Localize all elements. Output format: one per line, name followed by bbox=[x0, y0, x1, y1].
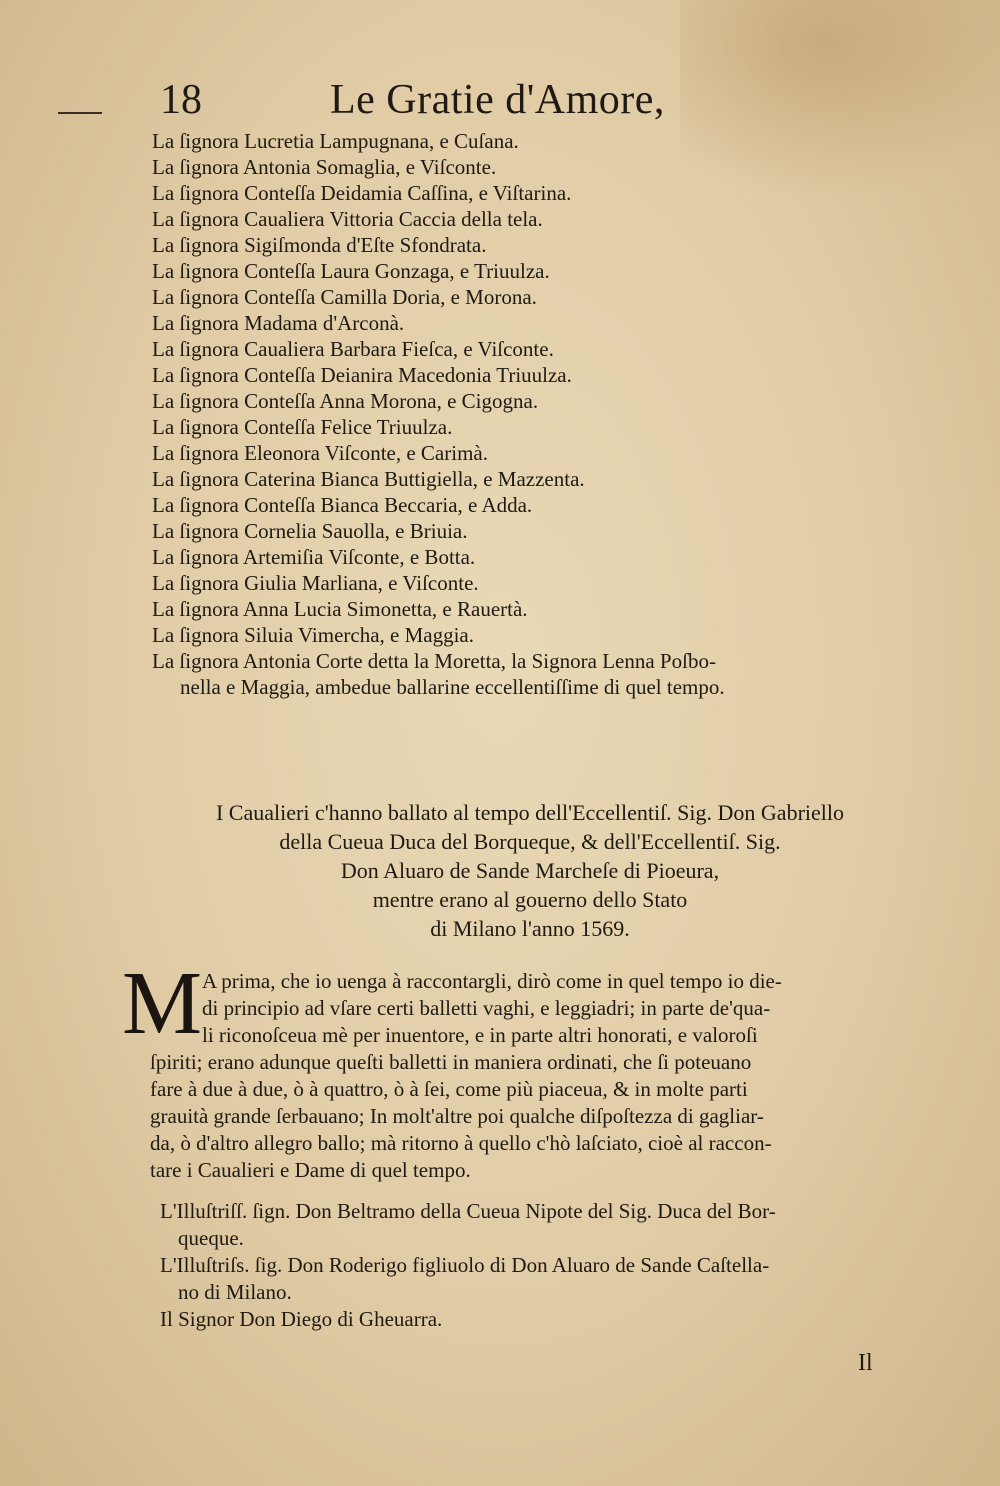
heading-line: Don Aluaro de Sande Marcheſe di Pioeura, bbox=[340, 858, 720, 883]
paragraph-line: ſpiriti; erano adunque queſti balletti in maniera ordinati, che ſi poteuano bbox=[150, 1050, 752, 1074]
list-item: La ſignora Conteſſa Felice Triuulza. bbox=[152, 415, 453, 439]
paper-stain bbox=[680, 0, 1000, 200]
page-header bbox=[160, 75, 680, 125]
list-item: La ſignora Artemiſia Viſconte, e Botta. bbox=[152, 545, 476, 569]
list-item: La ſignora Conteſſa Bianca Beccaria, e Adda. bbox=[152, 493, 533, 517]
page-number: 18 bbox=[160, 77, 202, 123]
list-item: La ſignora Caualiera Barbara Fieſca, e Viſconte. bbox=[152, 337, 554, 361]
heading-line: mentre erano al gouerno dello Stato bbox=[372, 887, 688, 912]
drop-cap: M bbox=[122, 954, 203, 1053]
list-item: L'Illuſtriſſ. ſign. Don Beltramo della Cueua Nipote del Sig. Duca del Bor- bbox=[160, 1199, 776, 1223]
list-item: La ſignora Antonia Somaglia, e Viſconte. bbox=[152, 155, 497, 179]
heading-line: I Caualieri c'hanno ballato al tempo dell'Eccellentiſ. Sig. Don Gabriello bbox=[215, 800, 844, 825]
list-item: La ſignora Anna Lucia Simonetta, e Rauertà. bbox=[152, 597, 528, 621]
paragraph-line: grauità grande ſerbauano; In molt'altre poi qualche diſpoſtezza di gagliar- bbox=[150, 1104, 764, 1128]
list-item: La ſignora Lucretia Lampugnana, e Cuſana. bbox=[152, 129, 519, 153]
list-item: L'Illuſtriſs. ſig. Don Roderigo figliuolo di Don Aluaro de Sande Caſtella- bbox=[160, 1253, 770, 1277]
paragraph-line: da, ò d'altro allegro ballo; mà ritorno à quello c'hò laſciato, cioè al raccon- bbox=[150, 1131, 772, 1155]
paragraph-line: tare i Caualieri e Dame di quel tempo. bbox=[150, 1158, 471, 1182]
list-item: La ſignora Conteſſa Deidamia Caſſina, e Viſtarina. bbox=[152, 181, 572, 205]
list-item: La ſignora Cornelia Sauolla, e Briuia. bbox=[152, 519, 468, 543]
list-item: La ſignora Giulia Marliana, e Viſconte. bbox=[152, 571, 479, 595]
list-item-continuation: no di Milano. bbox=[178, 1280, 292, 1304]
ladies-list bbox=[152, 128, 725, 700]
list-item: La ſignora Sigiſmonda d'Eſte Sfondrata. bbox=[152, 233, 487, 257]
paragraph-line: A prima, che io uenga à raccontargli, dirò come in quel tempo io die- bbox=[202, 969, 782, 993]
list-item: La ſignora Eleonora Viſconte, e Carimà. bbox=[152, 441, 488, 465]
margin-mark bbox=[58, 112, 102, 114]
list-item: La ſignora Conteſſa Laura Gonzaga, e Triuulza. bbox=[152, 259, 550, 283]
running-title: Le Gratie d'Amore, bbox=[330, 77, 665, 123]
list-item: La ſignora Caterina Bianca Buttigiella, e Mazzenta. bbox=[152, 467, 585, 491]
heading-line: di Milano l'anno 1569. bbox=[430, 916, 630, 941]
list-item-continuation: queque. bbox=[178, 1226, 244, 1250]
list-item: La ſignora Conteſſa Camilla Doria, e Morona. bbox=[152, 285, 537, 309]
list-item: La ſignora Antonia Corte detta la Moretta, la Signora Lenna Poſbo- bbox=[152, 649, 716, 673]
heading-line: della Cueua Duca del Borqueque, & dell'Eccellentiſ. Sig. bbox=[279, 829, 781, 854]
body-paragraph bbox=[150, 968, 910, 1184]
gentlemen-list bbox=[160, 1198, 920, 1333]
list-item: La ſignora Caualiera Vittoria Caccia della tela. bbox=[152, 207, 543, 231]
list-item: La ſignora Siluia Vimercha, e Maggia. bbox=[152, 623, 475, 647]
catchword: Il bbox=[858, 1350, 873, 1376]
paragraph-line: fare à due à due, ò à quattro, ò à ſei, come più piaceua, & in molte parti bbox=[150, 1077, 748, 1101]
list-item: La ſignora Madama d'Arconà. bbox=[152, 311, 405, 335]
list-item: La ſignora Conteſſa Anna Morona, e Cigogna. bbox=[152, 389, 539, 413]
list-item: La ſignora Conteſſa Deianira Macedonia Triuulza. bbox=[152, 363, 572, 387]
section-heading bbox=[150, 798, 910, 943]
paragraph-line: li riconoſceua mè per inuentore, e in parte altri honorati, e valoroſi bbox=[202, 1023, 758, 1047]
list-item-continuation: nella e Maggia, ambedue ballarine eccellentiſſime di quel tempo. bbox=[180, 675, 725, 699]
paragraph-line: di principio ad vſare certi balletti vaghi, e leggiadri; in parte de'qua- bbox=[202, 996, 771, 1020]
list-item: Il Signor Don Diego di Gheuarra. bbox=[160, 1307, 443, 1331]
